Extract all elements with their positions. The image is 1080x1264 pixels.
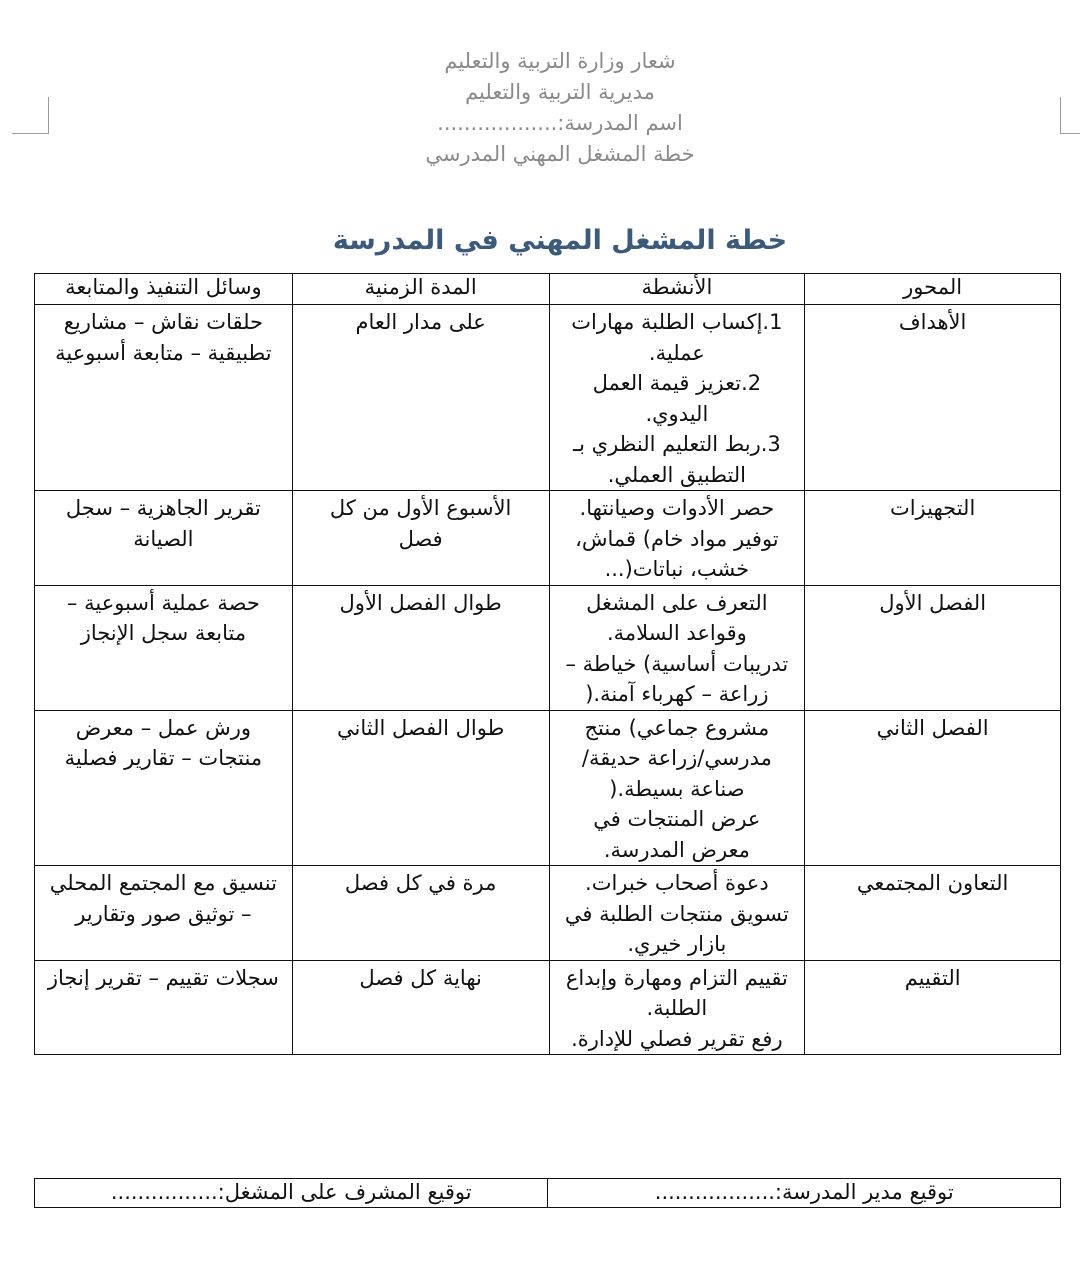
header-axis: المحور: [805, 274, 1061, 305]
row-activities: [549, 866, 805, 961]
row-axis: التجهيزات: [805, 491, 1061, 586]
school-name-field: اسم المدرسة:..................: [437, 111, 683, 135]
ministry-logo-placeholder: شعار وزارة التربية والتعليم: [444, 49, 676, 73]
supervisor-signature: توقيع المشرف على المشغل:................: [35, 1179, 548, 1208]
table-row: [35, 585, 1061, 710]
row-means: سجلات تقييم – تقرير إنجاز: [35, 960, 293, 1055]
header-duration: المدة الزمنية: [292, 274, 549, 305]
activity-line: حصر الأدوات وصيانتها.: [579, 496, 775, 520]
row-duration: طوال الفصل الأول: [292, 585, 549, 710]
row-means: تقرير الجاهزية – سجل الصيانة: [35, 491, 293, 586]
row-duration: مرة في كل فصل: [292, 866, 549, 961]
row-activities: [549, 960, 805, 1055]
table-row: [35, 960, 1061, 1055]
header-means: وسائل التنفيذ والمتابعة: [35, 274, 293, 305]
signature-table: [34, 1178, 1061, 1208]
page-title: خطة المشغل المهني في المدرسة: [332, 225, 788, 256]
activity-line: تقييم التزام ومهارة وإبداع الطلبة.: [565, 965, 788, 1020]
activity-line: 3.ربط التعليم النظري بـ التطبيق العملي.: [572, 432, 781, 487]
row-means: حلقات نقاش – مشاريع تطبيقية – متابعة أسبوعية: [35, 305, 293, 491]
table-row: [35, 491, 1061, 586]
row-axis: الفصل الأول: [805, 585, 1061, 710]
activity-line: تدريبات أساسية) خياطة – زراعة – كهرباء آمنة.(: [565, 651, 789, 706]
row-duration: الأسبوع الأول من كل فصل: [292, 491, 549, 586]
header-activities: الأنشطة: [549, 274, 805, 305]
activity-line: 2.تعزيز قيمة العمل اليدوي.: [592, 371, 762, 426]
row-activities: [549, 710, 805, 866]
row-duration: طوال الفصل الثاني: [292, 710, 549, 866]
row-axis: التقييم: [805, 960, 1061, 1055]
signature-row: [35, 1179, 1061, 1208]
table-row: [35, 305, 1061, 491]
plan-table: [34, 273, 1061, 1055]
row-means: تنسيق مع المجتمع المحلي – توثيق صور وتقارير: [35, 866, 293, 961]
row-means: حصة عملية أسبوعية – متابعة سجل الإنجاز: [35, 585, 293, 710]
table-row: [35, 710, 1061, 866]
activity-line: 1.إكساب الطلبة مهارات عملية.: [571, 310, 783, 365]
row-duration: على مدار العام: [292, 305, 549, 491]
activity-line: توفير مواد خام) قماش، خشب، نباتات(...: [575, 526, 779, 581]
activity-line: التعرف على المشغل وقواعد السلامة.: [586, 590, 768, 645]
activity-line: تسويق منتجات الطلبة في بازار خيري.: [564, 901, 789, 956]
activity-line: دعوة أصحاب خبرات.: [585, 871, 769, 895]
plan-subtitle: خطة المشغل المهني المدرسي: [425, 142, 695, 166]
row-axis: التعاون المجتمعي: [805, 866, 1061, 961]
row-duration: نهاية كل فصل: [292, 960, 549, 1055]
activity-line: مشروع جماعي) منتج مدرسي/زراعة حديقة/صناعة بسيطة.(: [581, 715, 772, 801]
table-header-row: [35, 274, 1061, 305]
directorate-name: مديرية التربية والتعليم: [465, 80, 655, 104]
row-axis: الأهداف: [805, 305, 1061, 491]
row-activities: [549, 491, 805, 586]
row-axis: الفصل الثاني: [805, 710, 1061, 866]
activity-line: عرض المنتجات في معرض المدرسة.: [593, 807, 761, 862]
document-header: [0, 46, 1080, 170]
row-means: ورش عمل – معرض منتجات – تقارير فصلية: [35, 710, 293, 866]
row-activities: [549, 305, 805, 491]
activity-line: رفع تقرير فصلي للإدارة.: [571, 1026, 783, 1051]
row-activities: [549, 585, 805, 710]
table-row: [35, 866, 1061, 961]
principal-signature: توقيع مدير المدرسة:..................: [548, 1179, 1061, 1208]
